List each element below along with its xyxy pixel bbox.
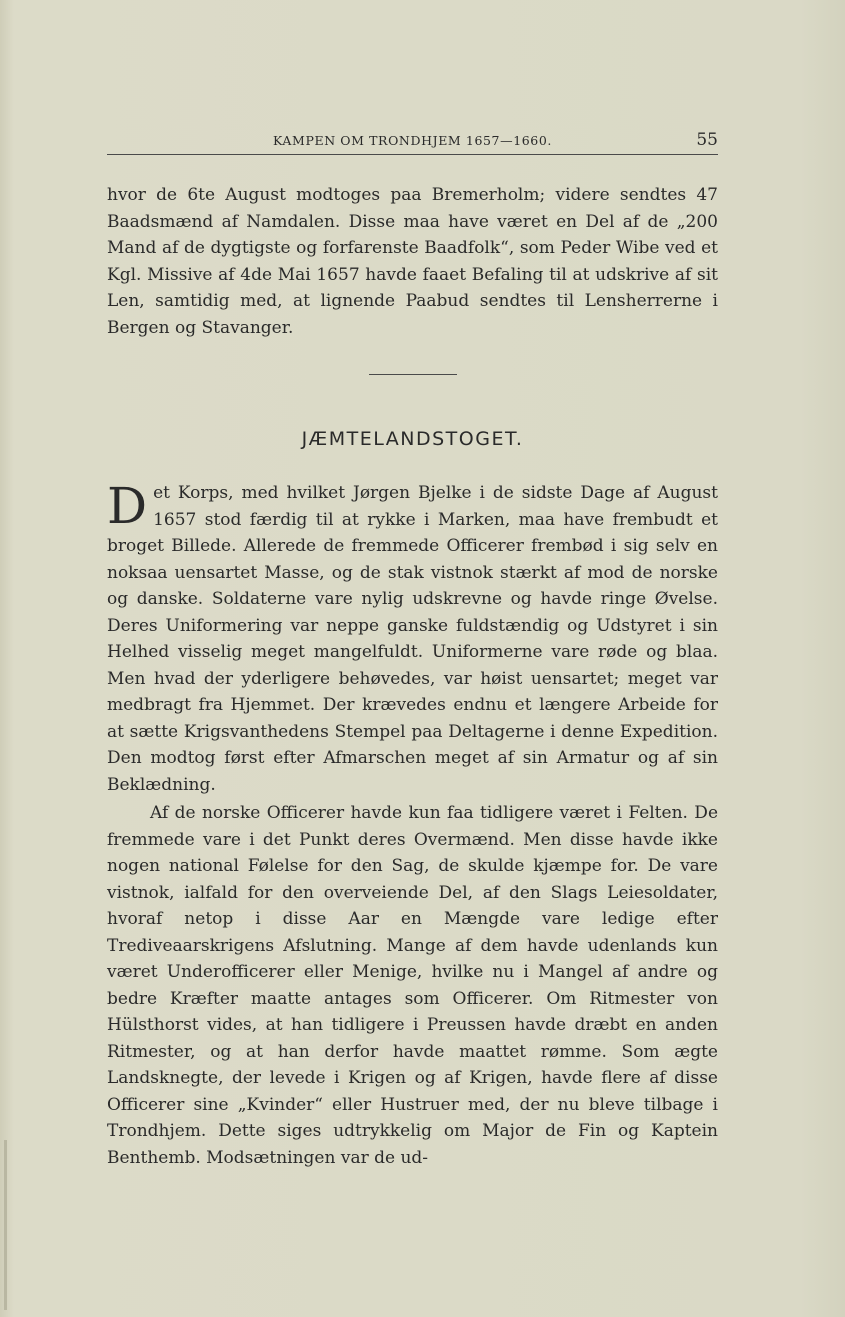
paragraph-1: hvor de 6te August modtoges paa Bremerholm; videre sendtes 47 Baadsmænd af Namdalen. Disse maa have været en Del af de „200 Mand af de dygtigste og forfarenste Baadfolk“, som Peder Wibe ved et Kgl. Missive af 4de Mai 1657 havde faaet Befaling til at udskrive af sit Len, samtidig med, at lignende Paabud sendtes til Lensherrerne i Bergen og Stavanger. <box>107 185 718 338</box>
page-header <box>107 128 718 155</box>
page-number: 55 <box>696 130 718 150</box>
section-title: JÆMTELANDSTOGET. <box>301 428 524 450</box>
paragraph-3: Af de norske Officerer havde kun faa tidligere været i Felten. De fremmede vare i det Punkt deres Overmænd. Men disse havde ikke nogen national Følelse for den Sag, de skulde kjæmpe for. De vare vistnok, ialfald for den overveiende Del, af den Slags Leiesoldater, hvoraf netop i disse Aar en Mængde vare ledige efter Trediveaarskrigens Afslutning. Mange af dem havde udenlands kun været Underofficerer eller Menige, hvilke nu i Mangel af andre og bedre Kræfter maatte antages som Officerer. Om Ritmester von Hülsthorst vides, at han tidligere i Preussen havde dræbt en anden Ritmester, og at han derfor havde maattet rømme. Som ægte Landsknegte, der levede i Krigen og af Krigen, havde flere af disse Officerer sine „Kvinder“ eller Hustruer med, der nu bleve tilbage i Trondhjem. Dette siges udtrykkelig om Major de Fin og Kaptein Benthemb. Modsætningen var de ud- <box>107 803 718 1168</box>
paragraph-2-text: et Korps, med hvilket Jørgen Bjelke i de sidste Dage af August 1657 stod færdig til at rykke i Marken, maa have frembudt et broget Billede. Allerede de fremmede Officerer frembød i sig selv en noksaa uensartet Masse, og de stak vistnok stærkt af mod de norske og danske. Soldaterne vare nylig udskrevne og havde ringe Øvelse. Deres Uniformering var neppe ganske fuldstændig og Udstyret i sin Helhed visselig meget mangelfuldt. Uniformerne vare røde og blaa. Men hvad der yderligere behøvedes, var høist uensartet; meget var medbragt fra Hjemmet. Der krævedes endnu et længere Arbeide for at sætte Krigsvanthedens Stempel paa Deltagerne i denne Expedition. Den modtog først efter Afmarschen meget af sin Armatur og af sin Beklædning. <box>107 483 718 795</box>
paragraph-2 <box>107 477 718 798</box>
page-edge-shadow <box>4 1140 7 1310</box>
section-divider <box>369 374 457 375</box>
running-title: KAMPEN OM TRONDHJEM 1657—1660. <box>273 133 552 148</box>
drop-cap: D <box>107 477 148 535</box>
